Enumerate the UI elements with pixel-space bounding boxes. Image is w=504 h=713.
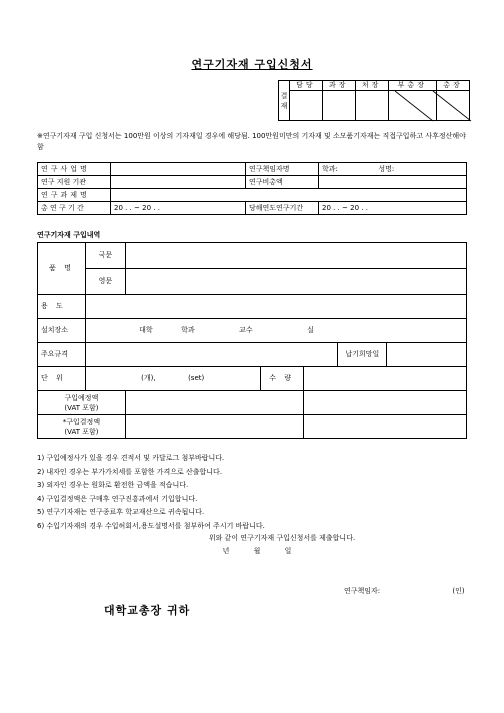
notice-text: ※연구기자재 구입 신청서는 100만원 이상의 기자재일 경우에 해당됨. 100만원미만의 기자재 및 소모품기자재는 직접구입하고 사후정산해야함 [37, 132, 466, 151]
unit-label: 단 위 [38, 367, 86, 391]
note-item: 2) 내자인 경우는 부가가치세를 포함한 가격으로 산출합니다. [37, 467, 223, 476]
note-item: 6) 수입기자재의 경우 수입허회서,용도설명서를 첨부하여 주시기 바랍니다. [37, 521, 265, 530]
location-prof-label: 교수 [239, 326, 253, 334]
approval-header-manager: 과장 [322, 81, 355, 91]
agency-field[interactable] [111, 176, 246, 189]
final-price-field[interactable] [125, 415, 303, 439]
item-name-label: 품 명 [38, 243, 86, 295]
total-budget-field[interactable] [319, 176, 467, 189]
spec-field[interactable] [85, 343, 337, 367]
approval-header-staff: 담당 [290, 81, 323, 91]
agency-label: 연구 지원 기관 [38, 176, 111, 189]
items-table [37, 242, 467, 439]
approval-header-president: 총장 [437, 81, 470, 91]
pi-field[interactable] [319, 163, 467, 176]
project-info-table [37, 162, 467, 215]
topic-field[interactable] [111, 189, 467, 202]
closing-statement [0, 532, 504, 558]
final-price-label-text: *구입결정액 [62, 417, 101, 426]
addressee: 대학교총장 귀하 [104, 604, 191, 617]
location-univ-label: 대학 [139, 326, 153, 334]
est-price-label [38, 391, 126, 415]
est-price-sub-text: (VAT 포함) [64, 403, 99, 412]
pi-name-label: 성명: [378, 164, 395, 173]
page-title: 연구기자재 구입신청서 [191, 58, 313, 71]
date-line: 년 월 일 [222, 547, 292, 555]
pi-label: 연구책임자명 [246, 163, 319, 176]
project-name-field[interactable] [111, 163, 246, 176]
notes-list [37, 452, 265, 533]
note-item: 4) 구입결정액은 구매후 연구진흥과에서 기입합니다. [37, 494, 198, 503]
topic-label: 연구과제명 [38, 189, 111, 202]
est-price-label-text: 구입예정액 [64, 393, 99, 402]
unit-field[interactable] [85, 367, 260, 391]
unit-ea-label: (개), [141, 374, 156, 382]
final-price-sub-text: (VAT 포함) [64, 427, 99, 436]
qty-field[interactable] [303, 367, 466, 391]
delivery-label: 납기희망일 [338, 343, 387, 367]
pi-dept-label: 학과: [322, 164, 338, 173]
unit-set-label: (set) [188, 374, 205, 382]
total-budget-label: 연구비총액 [246, 176, 319, 189]
project-name-label: 연구사업명 [38, 163, 111, 176]
closing-text: 위와 같이 연구기자재 구입신청서를 제출합니다. [208, 534, 356, 542]
korean-label: 국문 [85, 243, 125, 269]
seal-mark: (인) [452, 587, 465, 595]
english-label: 영문 [85, 269, 125, 295]
approval-header-vp: 부총장 [388, 81, 437, 91]
final-price-extra-field[interactable] [303, 415, 466, 439]
korean-name-field[interactable] [125, 243, 466, 269]
year-period-label: 당해연도연구기간 [246, 202, 319, 215]
location-dept-label: 학과 [181, 326, 195, 334]
purpose-field[interactable] [85, 295, 466, 319]
est-price-extra-field[interactable] [303, 391, 466, 415]
final-price-label [38, 415, 126, 439]
location-room-label: 실 [307, 326, 314, 334]
est-price-field[interactable] [125, 391, 303, 415]
period-field[interactable]: 20 . . ~ 20 . . [111, 202, 246, 215]
period-label: 총 연 구 기 간 [38, 202, 111, 215]
english-name-field[interactable] [125, 269, 466, 295]
note-item: 1) 구입예정사가 있을 경우 견적서 및 카달로그 첨부바랍니다. [37, 454, 225, 462]
section-title: 연구기자재 구입내역 [37, 231, 101, 239]
note-item: 3) 외자인 경우는 원화로 환전한 금액을 적습니다. [37, 481, 189, 489]
year-period-field[interactable]: 20 . . ~ 20 . . [319, 202, 467, 215]
spec-label: 주요규격 [38, 343, 86, 367]
signature-label: 연구책임자: [344, 587, 381, 595]
approval-label: 결재 [279, 81, 290, 121]
location-field[interactable] [85, 319, 466, 343]
approval-header-director: 처장 [355, 81, 388, 91]
signature-line [344, 586, 465, 596]
note-item: 5) 연구기자재는 연구종료후 학교재산으로 귀속됩니다. [37, 508, 205, 516]
qty-label: 수 량 [260, 367, 303, 391]
delivery-field[interactable] [387, 343, 467, 367]
location-label: 설치장소 [38, 319, 86, 343]
purpose-label: 용 도 [38, 295, 86, 319]
